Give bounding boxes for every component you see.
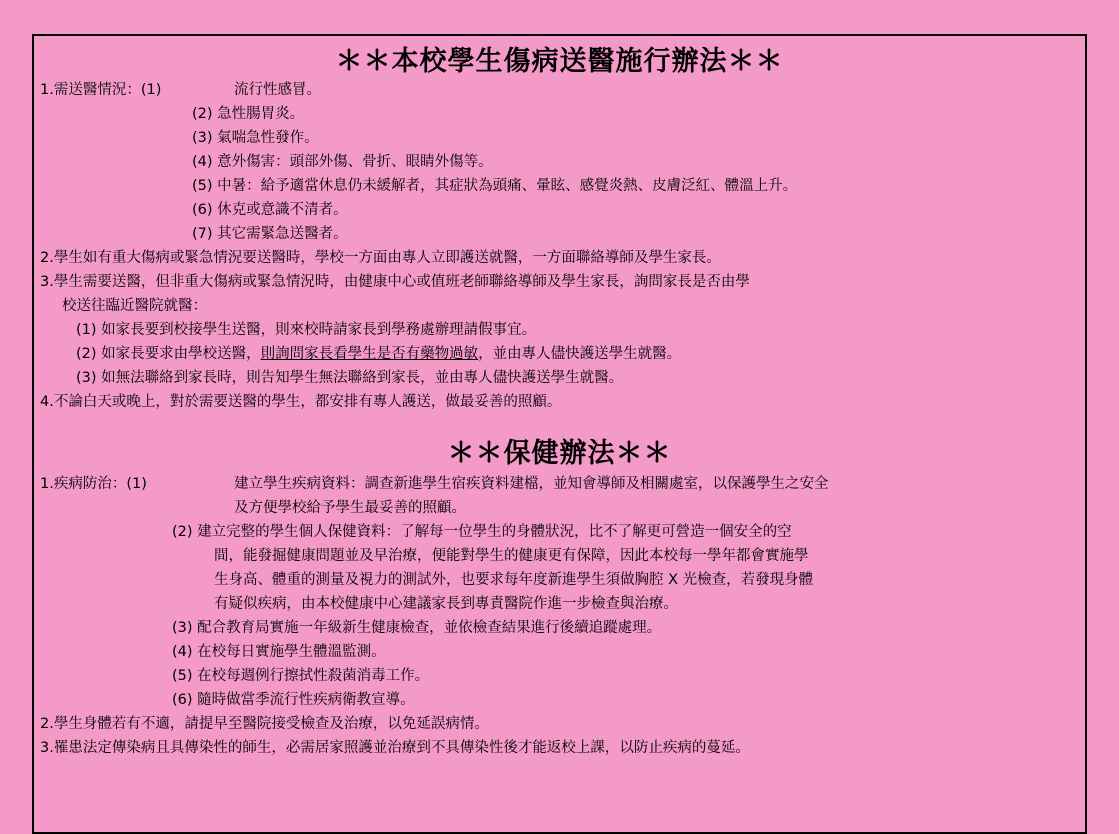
s1-item3-sub3: (3) 如無法聯絡到家長時，則告知學生無法聯絡到家長，並由專人儘快護送學生就醫。	[76, 370, 624, 386]
s1-item3-sub2-underlined: 則詢問家長看學生是否有藥物過敏	[260, 346, 479, 362]
s2-item1-sub4: (4) 在校每日實施學生體溫監測。	[172, 644, 386, 660]
s1-item3-sub1: (1) 如家長要到校接學生送醫，則來校時請家長到學務處辦理請假事宜。	[76, 322, 537, 338]
s1-item2: 2.學生如有重大傷病或緊急情況要送醫時，學校一方面由專人立即護送就醫，一方面聯絡導師及學生家長。	[40, 250, 721, 266]
s1-item3-line2: 校送往臨近醫院就醫：	[62, 298, 207, 314]
s2-item1-sub6: (6) 隨時做當季流行性疾病衛教宣導。	[172, 692, 415, 708]
s2-item1-sub1-cont: 及方便學校給予學生最妥善的照顧。	[234, 500, 466, 516]
s1-item4: 4.不論白天或晚上，對於需要送醫的學生，都安排有專人護送，做最妥善的照顧。	[40, 394, 562, 410]
s2-item1-sub2-cont: 生身高、體重的測量及視力的測試外，也要求每年度新進學生須做胸腔 X 光檢查，若發現身體	[214, 572, 814, 588]
s1-item1-sub: (6) 休克或意識不清者。	[192, 202, 348, 218]
s2-item1-sub3: (3) 配合教育局實施一年級新生健康檢查，並依檢查結果進行後續追蹤處理。	[172, 620, 662, 636]
s2-item1-sub2: (2) 建立完整的學生個人保健資料：了解每一位學生的身體狀況，比不了解更可營造一個安全的空	[172, 524, 792, 540]
s1-item1-sub: (4) 意外傷害：頭部外傷、骨折、眼睛外傷等。	[192, 154, 493, 170]
s1-item3-sub2-a: (2) 如家長要求由學校送醫，	[76, 346, 261, 362]
s1-item3-line1: 3.學生需要送醫，但非重大傷病或緊急情況時，由健康中心或值班老師聯絡導師及學生家長，詢問家長是否由學	[40, 274, 750, 290]
s1-item1-sub: (3) 氣喘急性發作。	[192, 130, 319, 146]
section2-title: ＊＊保健辦法＊＊	[447, 438, 672, 469]
s1-item1-label: 1.需送醫情況：(1)	[40, 82, 162, 98]
s2-item2: 2.學生身體若有不適，請提早至醫院接受檢查及治療，以免延誤病情。	[40, 716, 489, 732]
s1-item1-sub: (5) 中暑：給予適當休息仍未緩解者，其症狀為頭痛、暈眩、感覺炎熱、皮膚泛紅、體溫上升。	[192, 178, 798, 194]
s2-item1-label: 1.疾病防治：(1)	[40, 476, 147, 492]
s2-item1-sub1: 建立學生疾病資料：調查新進學生宿疾資料建檔，並知會導師及相關處室，以保護學生之安全	[234, 476, 829, 492]
s1-item3-sub2	[76, 342, 681, 366]
s1-item1-sub: (2) 急性腸胃炎。	[192, 106, 305, 122]
s1-item1-sub: 流行性感冒。	[234, 82, 321, 98]
s2-item1-sub2-cont: 間，能發掘健康問題並及早治療，便能對學生的健康更有保障，因此本校每一學年都會實施學	[214, 548, 809, 564]
s1-item1-sub: (7) 其它需緊急送醫者。	[192, 226, 348, 242]
s2-item1-sub5: (5) 在校每週例行擦拭性殺菌消毒工作。	[172, 668, 430, 684]
s2-item1-sub2-cont: 有疑似疾病，由本校健康中心建議家長到專責醫院作進一步檢查與治療。	[214, 596, 678, 612]
s2-item3: 3.罹患法定傳染病且具傳染性的師生，必需居家照護並治療到不具傳染性後才能返校上課，以防止疾病的蔓延。	[40, 740, 750, 756]
s1-item3-sub2-b: ，並由專人儘快護送學生就醫。	[478, 346, 682, 362]
section1-title: ＊＊本校學生傷病送醫施行辦法＊＊	[335, 46, 784, 77]
